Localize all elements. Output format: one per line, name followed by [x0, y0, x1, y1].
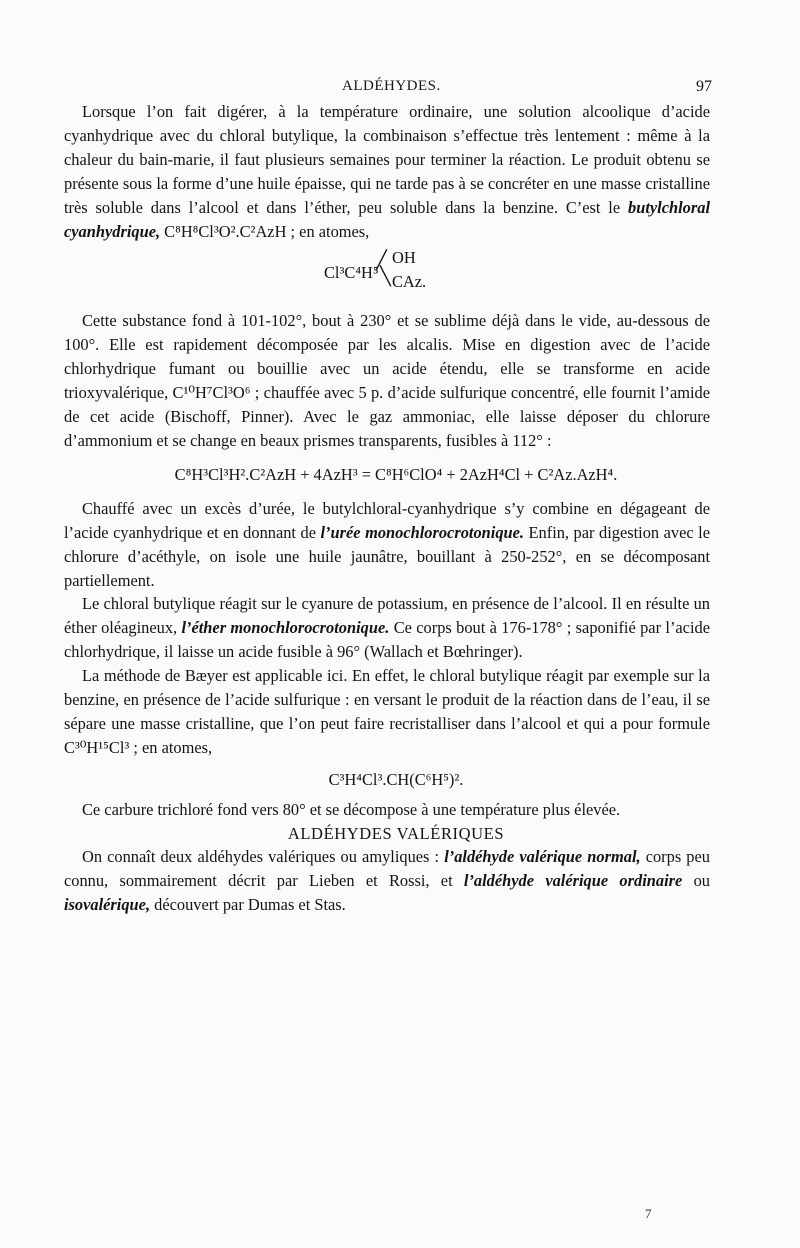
- formula-group-upper: OH: [392, 248, 416, 268]
- running-title: ALDÉHYDES.: [342, 78, 441, 94]
- paragraph: La méthode de Bæyer est applicable ici. En effet, le chloral butylique réagit par exemple sur la benzine, en présence de l’acide sulfurique : en versant le produit de la réaction dans de l’eau, il se sépare une masse cristalline, que l’on peut faire recristalliser dans l’alcool et qui a pour formule C³⁰H¹⁵Cl³ ; en atomes,: [64, 666, 710, 757]
- formula-base: Cl³C⁴H⁵: [324, 263, 379, 283]
- paragraph-text: Le chloral butylique réagit sur le cyanure de potassium, en présence de l’alcool. Il en résulte un éther oléagineux,: [64, 594, 710, 638]
- emphasis-text: isovalérique,: [64, 895, 151, 915]
- paragraph: [64, 592, 710, 664]
- paragraph-text: Enfin, par digestion avec le chlorure d’acéthyle, on isole une huile jaunâtre, bouillant à 250-252°, en se décomposant partiellement.: [64, 522, 710, 590]
- paragraph-text: Chauffé avec un excès d’urée, le butylchloral-cyanhydrique s’y combine en dégageant de l’acide cyanhydrique et en donnant de: [64, 498, 710, 542]
- emphasis-text: butylchloral cyanhydrique,: [64, 197, 710, 241]
- emphasis-text: l’aldéhyde valérique normal,: [444, 847, 641, 867]
- emphasis-text: l’urée monochlorocrotonique.: [320, 522, 524, 542]
- chemical-formula: C³H⁴Cl³.CH(C⁶H⁵)².: [328, 769, 464, 789]
- bond-upper: ╱: [376, 250, 387, 271]
- emphasis-text: l’aldéhyde valérique ordinaire: [463, 871, 683, 891]
- running-head: [0, 78, 800, 100]
- paragraph-text: On connaît deux aldéhydes valériques ou amyliques :: [82, 847, 445, 867]
- paragraph-text: Lorsque l’on fait digérer, à la température ordinaire, une solution alcoolique d’acide cyanhydrique avec du chloral butylique, la combinaison s’effectue très lentement : même à la chaleur du bain-marie, il faut plusieurs semaines pour terminer la réaction. Le produit obtenu se présente sous la forme d’une huile épaisse, qui ne tarde pas à se concréter en une masse cristalline très soluble dans l’alcool et dans l’éther, peu soluble dans la benzine. C’est le: [64, 102, 710, 217]
- section-heading: ALDÉHYDES VALÉRIQUES: [287, 823, 505, 843]
- paragraph-text: découvert par Dumas et Stas.: [150, 895, 346, 915]
- paragraph-text: ou: [682, 871, 710, 891]
- chemical-equation: C⁸H³Cl³H².C²AzH + 4AzH³ = C⁸H⁶ClO⁴ + 2AzH⁴Cl + C²Az.AzH⁴.: [174, 464, 618, 484]
- formula-group-lower: CAz.: [392, 272, 427, 292]
- paragraph-text: Ce corps bout à 176-178° ; saponifié par l’acide chlorhydrique, il laisse un acide fusible à 96° (Wallach et Bœhringer).: [64, 618, 710, 662]
- page-number: 97: [696, 78, 712, 95]
- paragraph-text: corps peu connu, sommairement décrit par Lieben et Rossi, et: [64, 847, 710, 891]
- paragraph: Cette substance fond à 101-102°, bout à 230° et se sublime déjà dans le vide, au-dessous de 100°. Elle est rapidement décomposée par les alcalis. Mise en digestion avec de l’acide chlorhydrique fumant ou bouillie avec un acide étendu, elle se transforme en acide trioxyvalérique, C¹⁰H⁷Cl³O⁶ ; chauffée avec 5 p. d’acide sulfurique concentré, elle fournit l’amide de cet acide (Bischoff, Pinner). Avec le gaz ammoniac, elle laisse déposer du chlorure d’ammonium et se change en beaux prismes transparents, fusibles à 112° :: [64, 311, 710, 450]
- paragraph: [64, 845, 710, 917]
- chemical-formula: [64, 245, 710, 297]
- body-text: [64, 100, 710, 917]
- paragraph-text: C⁸H⁸Cl³O².C²AzH ; en atomes,: [160, 221, 370, 241]
- signature-mark: 7: [645, 1206, 652, 1221]
- paragraph: Ce carbure trichloré fond vers 80° et se décompose à une température plus élevée.: [82, 799, 621, 819]
- bond-lower: ╲: [380, 266, 391, 287]
- paragraph: [64, 497, 710, 593]
- emphasis-text: l’éther monochlorocrotonique.: [181, 618, 390, 638]
- paragraph: [64, 100, 710, 243]
